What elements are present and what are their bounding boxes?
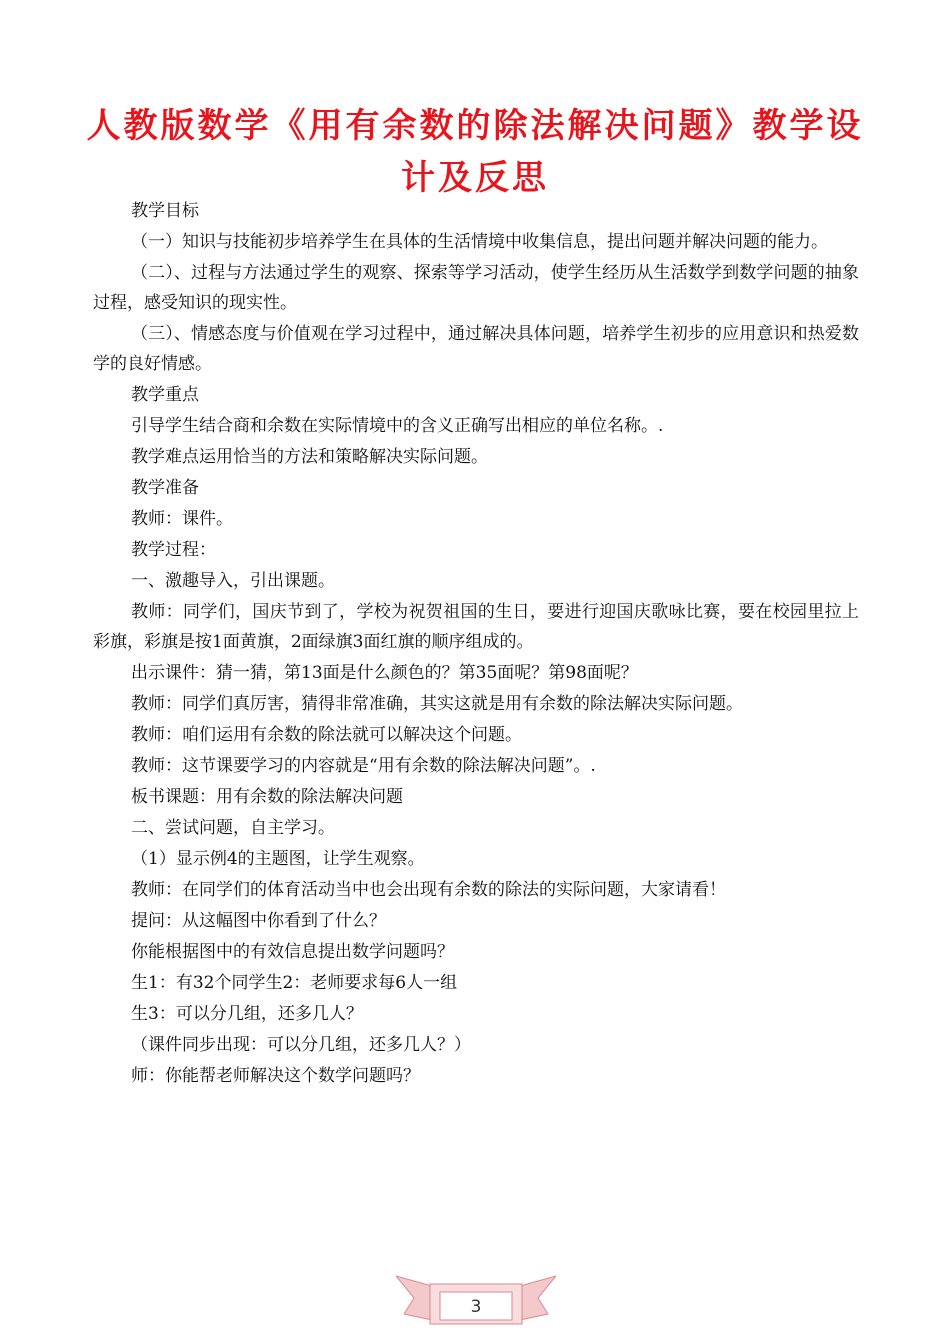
paragraph-teacher-help: 师：你能帮老师解决这个数学问题吗？	[131, 1065, 420, 1086]
paragraph-heading-process: 教学过程：	[131, 539, 216, 560]
paragraph-section-2: 二、尝试问题，自主学习。	[131, 817, 335, 838]
paragraph-heading-focus: 教学重点	[131, 384, 199, 405]
paragraph-objective-3: （三）、情感态度与价值观在学习过程中，通过解决具体问题，培养学生初步的应用意识和热爱数学的良好情感。	[93, 323, 859, 374]
document-body	[93, 196, 859, 1092]
paragraph-objective-2: （二）、过程与方法通过学生的观察、探索等学习活动，使学生经历从生活数学到数学问题的抽象过程，感受知识的现实性。	[93, 262, 859, 313]
paragraph-focus: 引导学生结合商和余数在实际情境中的含义正确写出相应的单位名称。.	[131, 415, 664, 436]
paragraph-teacher-solve: 教师：咱们运用有余数的除法就可以解决这个问题。	[131, 724, 522, 745]
paragraph-teacher-sports: 教师：在同学们的体育活动当中也会出现有余数的除法的实际问题，大家请看！	[131, 879, 726, 900]
paragraph-teacher-topic: 教师：这节课要学习的内容就是“用有余数的除法解决问题”。.	[131, 755, 596, 776]
paragraph-question-see: 提问：从这幅图中你看到了什么？	[131, 910, 386, 931]
paragraph-heading-preparation: 教学准备	[131, 477, 199, 498]
paragraph-difficulty: 教学难点运用恰当的方法和策略解决实际问题。	[131, 446, 488, 467]
paragraph-student-1-2: 生1：有32个同学生2：老师要求每6人一组	[131, 972, 458, 993]
paragraph-section-1: 一、激趣导入，引出课题。	[131, 570, 335, 591]
paragraph-example-4: （1）显示例4的主题图，让学生观察。	[131, 848, 425, 869]
paragraph-board-title: 板书课题：用有余数的除法解决问题	[131, 786, 403, 807]
paragraph-heading-objectives: 教学目标	[131, 201, 199, 221]
ribbon-left-tail	[396, 1276, 432, 1320]
paragraph-student-3: 生3：可以分几组，还多几人？	[131, 1003, 363, 1024]
paragraph-preparation: 教师：课件。	[131, 508, 233, 529]
paragraph-teacher-praise: 教师：同学们真厉害，猜得非常准确，其实这就是用有余数的除法解决实际问题。	[131, 693, 743, 714]
paragraph-question-propose: 你能根据图中的有效信息提出数学问题吗？	[131, 941, 454, 962]
ribbon-right-tail	[520, 1276, 556, 1320]
page-number: 3	[470, 1297, 482, 1317]
paragraph-objective-1: （一）知识与技能初步培养学生在具体的生活情境中收集信息，提出问题并解决问题的能力。	[131, 232, 828, 252]
paragraph-courseware-sync: （课件同步出现：可以分几组，还多几人？）	[131, 1034, 471, 1055]
paragraph-courseware-guess: 出示课件：猜一猜，第13面是什么颜色的？第35面呢？第98面呢？	[131, 662, 638, 683]
document-title: 人教版数学《用有余数的除法解决问题》教学设计及反思	[86, 106, 864, 198]
paragraph-teacher-intro: 教师：同学们，国庆节到了，学校为祝贺祖国的生日，要进行迎国庆歌咏比赛，要在校园里拉上彩旗，彩旗是按1面黄旗，2面绿旗3面红旗的顺序组成的。	[93, 601, 859, 652]
